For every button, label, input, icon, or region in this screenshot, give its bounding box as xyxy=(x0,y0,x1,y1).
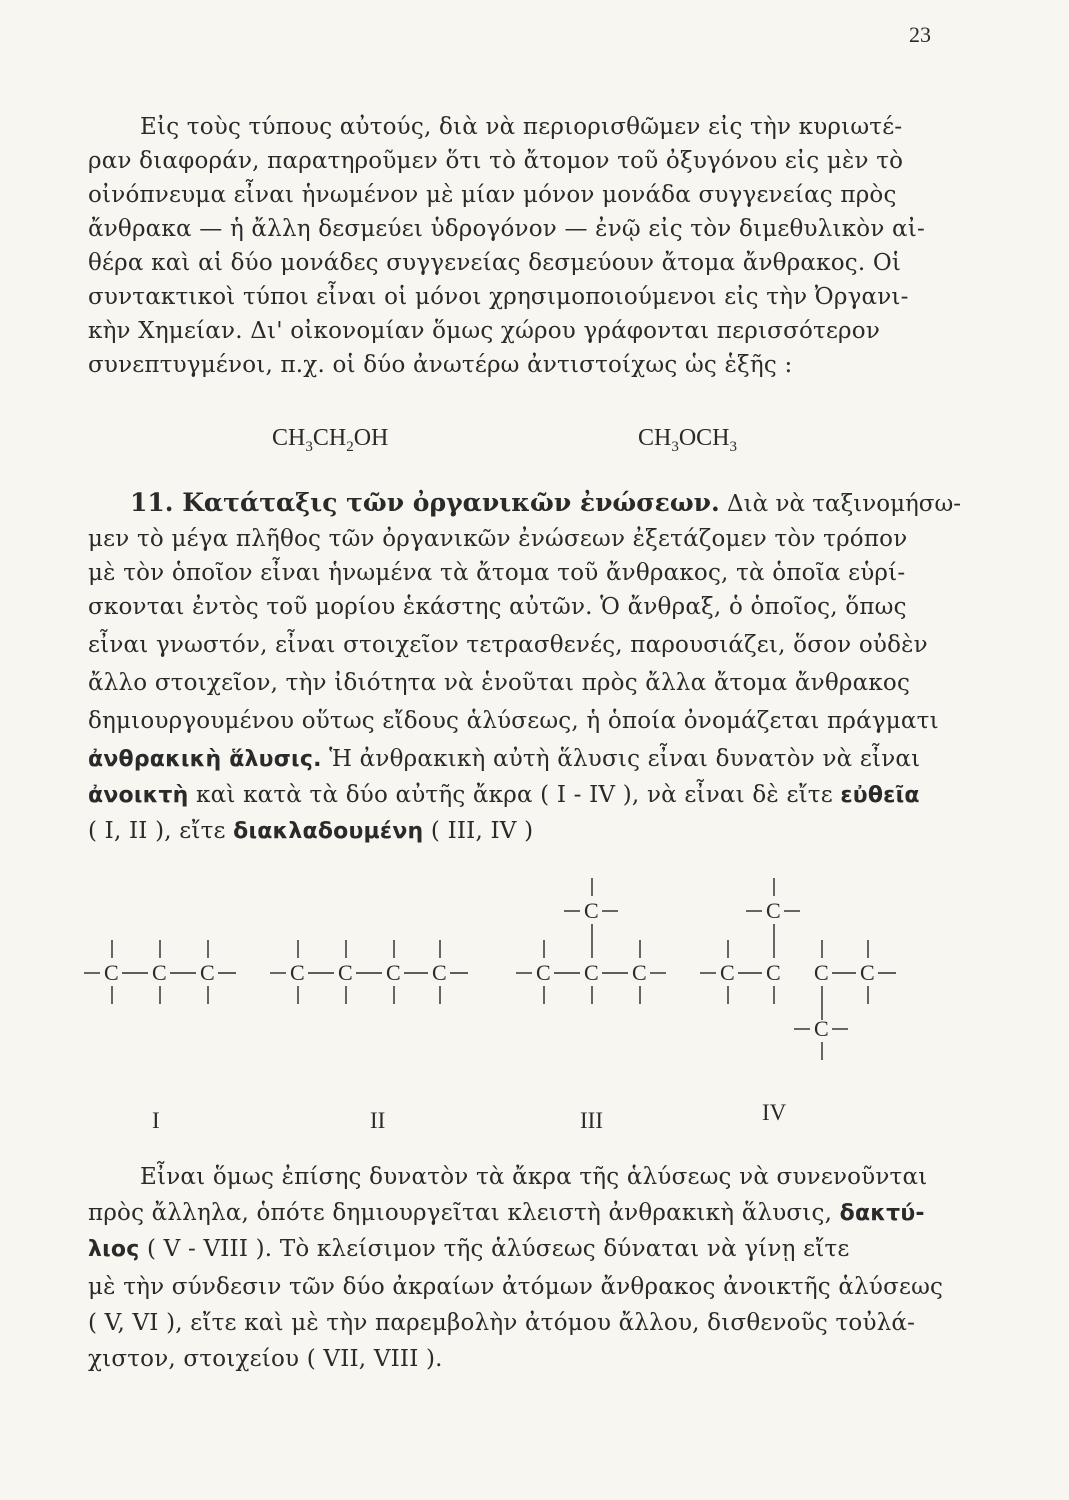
carbon-atom: C xyxy=(200,960,215,985)
paragraph1-line: Εἰς τοὺς τύπους αὐτούς, διὰ νὰ περιορισθῶμεν εἰς τὴν κυριωτέ- xyxy=(140,114,903,140)
structure-label: III xyxy=(580,1108,603,1133)
section-line: ἄλλο στοιχεῖον, τὴν ἰδιότητα νὰ ἑνοῦται πρὸς ἄλλα ἄτομα ἄνθρακος xyxy=(88,670,911,696)
carbon-atom: C xyxy=(814,1016,829,1041)
carbon-atom: C xyxy=(104,960,119,985)
carbon-atom: C xyxy=(290,960,305,985)
dimethyl-ether-formula: $CH_3OCH_3$ xyxy=(638,425,738,455)
paragraph1-line: κὴν Χημείαν. Δι' οἰκονομίαν ὅμως χώρου γράφονται περισσότερον xyxy=(88,318,881,344)
paragraph3-line: χιστον, στοιχείου ( VII, VIII ). xyxy=(88,1346,443,1372)
carbon-atom: C xyxy=(338,960,353,985)
term-ring-cont: λιος xyxy=(88,1237,140,1262)
structure-label: IV xyxy=(762,1100,787,1125)
section-line: εἶναι γνωστόν, εἶναι στοιχεῖον τετρασθενές, παρουσιάζει, ὅσον οὐδὲν xyxy=(88,632,928,658)
term-straight: εὐθεῖα xyxy=(840,783,920,808)
paragraph1-line: ραν διαφοράν, παρατηροῦμεν ὅτι τὸ ἄτομον τοῦ ὀξυγόνου εἰς μὲν τὸ xyxy=(88,148,904,174)
section-line-9-mid: καὶ κατὰ τὰ δύο αὐτῆς ἄκρα ( I - IV ), νὰ εἶναι δὲ εἴτε xyxy=(188,782,841,808)
carbon-atom: C xyxy=(766,898,781,923)
structural-formulas xyxy=(80,868,940,1148)
structure-label: I xyxy=(152,1108,160,1133)
paragraph1-line: συντακτικοὶ τύποι εἶναι οἱ μόνοι χρησιμοποιούμενοι εἰς τὴν Ὀργανι- xyxy=(88,284,909,310)
paragraph1-line: συνεπτυγμένοι, π.χ. οἱ δύο ἀνωτέρω ἀντιστοίχως ὡς ἑξῆς : xyxy=(88,352,793,378)
term-branched: διακλαδουμένη xyxy=(233,819,424,844)
carbon-atom: C xyxy=(584,960,599,985)
structure-label: II xyxy=(370,1108,386,1133)
section-line-10-pre: ( I, II ), εἴτε xyxy=(88,818,234,844)
structure-IV xyxy=(700,878,896,1060)
page-number: 23 xyxy=(909,22,931,47)
structure-I xyxy=(84,940,236,1004)
paragraph3-line-3-rest: ( V - VIII ). Τὸ κλείσιμον τῆς ἁλύσεως δύναται νὰ γίνῃ εἴτε xyxy=(139,1236,850,1262)
paragraph3-line-2-pre: πρὸς ἄλληλα, ὁπότε δημιουργεῖται κλειστὴ ἀνθρακικὴ ἅλυσις, xyxy=(88,1200,840,1226)
paragraph3-line-2 xyxy=(88,1196,980,1231)
term-ring: δακτύ- xyxy=(839,1201,925,1226)
carbon-atom: C xyxy=(814,960,829,985)
term-open: ἀνοικτὴ xyxy=(88,783,189,808)
term-carbon-chain: ἀνθρακικὴ ἅλυσις. xyxy=(88,747,322,772)
section-line-8 xyxy=(88,742,980,777)
carbon-atom: C xyxy=(536,960,551,985)
section-title: 11. Κατάταξις τῶν ὀργανικῶν ἐνώσεων. xyxy=(130,488,720,517)
paragraph3-line: μὲ τὴν σύνδεσιν τῶν δύο ἀκραίων ἀτόμων ἄνθρακος ἀνοικτῆς ἁλύσεως xyxy=(88,1274,944,1300)
paragraph1-line: θέρα καὶ αἱ δύο μονάδες συγγενείας δεσμεύουν ἄτομα ἄνθρακος. Οἱ xyxy=(88,250,902,276)
section-line-rest: Διὰ νὰ ταξινομήσω- xyxy=(719,491,962,517)
paragraph3-line-3 xyxy=(88,1232,980,1267)
section-line: σκονται ἐντὸς τοῦ μορίου ἑκάστης αὐτῶν. Ὁ ἄνθραξ, ὁ ὁποῖος, ὅπως xyxy=(88,594,907,620)
section-line-10-post: ( III, IV ) xyxy=(423,818,534,844)
paragraph3-line: ( V, VI ), εἴτε καὶ μὲ τὴν παρεμβολὴν ἀτόμου ἄλλου, δισθενοῦς τοὐλά- xyxy=(88,1310,916,1336)
carbon-atom: C xyxy=(720,960,735,985)
carbon-atom: C xyxy=(766,960,781,985)
structural-formulas-svg xyxy=(80,868,940,1148)
structure-III xyxy=(516,878,666,1004)
ethanol-formula: $CH_3CH_2OH$ xyxy=(272,425,389,455)
section-line-8-rest: Ἡ ἀνθρακικὴ αὐτὴ ἅλυσις εἶναι δυνατὸν νὰ εἶναι xyxy=(321,746,921,772)
section-line-9 xyxy=(88,778,980,813)
section-line: δημιουργουμένου οὕτως εἴδους ἁλύσεως, ἡ ὁποία ὀνομάζεται πράγματι xyxy=(88,708,939,734)
paragraph3-line: Εἶναι ὅμως ἐπίσης δυνατὸν τὰ ἄκρα τῆς ἁλύσεως νὰ συνενοῦνται xyxy=(140,1164,928,1190)
carbon-atom: C xyxy=(584,898,599,923)
paragraph1-line: οἰνόπνευμα εἶναι ἡνωμένον μὲ μίαν μόνον μονάδα συγγενείας πρὸς xyxy=(88,182,897,208)
section-heading xyxy=(130,486,961,521)
section-line: μεν τὸ μέγα πλῆθος τῶν ὀργανικῶν ἐνώσεων ἐξετάζομεν τὸν τρόπον xyxy=(88,526,908,552)
carbon-atom: C xyxy=(386,960,401,985)
section-line: μὲ τὸν ὁποῖον εἶναι ἡνωμένα τὰ ἄτομα τοῦ ἄνθρακος, τὰ ὁποῖα εὑρί- xyxy=(88,560,906,586)
carbon-atom: C xyxy=(152,960,167,985)
carbon-atom: C xyxy=(860,960,875,985)
section-line-10 xyxy=(88,814,980,849)
carbon-atom: C xyxy=(632,960,647,985)
paragraph1-line: ἄνθρακα — ἡ ἄλλη δεσμεύει ὑδρογόνον — ἐνῷ εἰς τὸν διμεθυλικὸν αἰ- xyxy=(88,216,925,242)
structure-II xyxy=(270,940,468,1004)
carbon-atom: C xyxy=(432,960,447,985)
